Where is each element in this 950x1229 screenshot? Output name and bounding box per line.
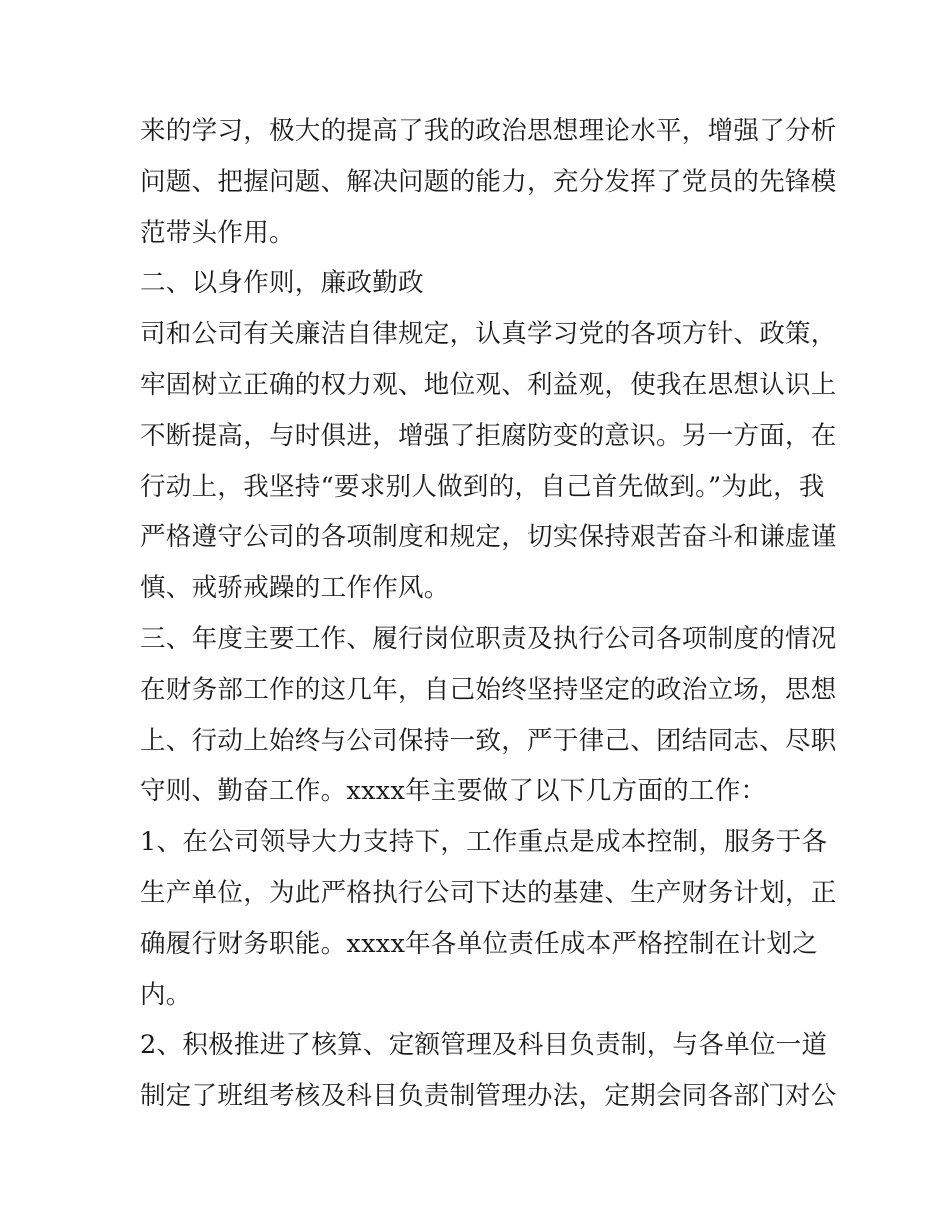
paragraph-line: 牢固树立正确的权力观、地位观、利益观，使我在思想认识上	[140, 369, 837, 400]
paragraph-line: 不断提高，与时俱进，增强了拒腐防变的意识。另一方面，在	[140, 420, 837, 451]
paragraph-line: 司和公司有关廉洁自律规定，认真学习党的各项方针、政策，	[140, 319, 837, 350]
list-item-line: 内。	[140, 979, 192, 1010]
section-heading: 二、以身作则，廉政勤政	[140, 268, 424, 299]
paragraph-line: 范带头作用。	[140, 217, 295, 248]
document-body	[140, 106, 837, 1122]
paragraph-line: 上、行动上始终与公司保持一致，严于律己、团结同志、尽职	[140, 725, 837, 756]
paragraph-line: 来的学习，极大的提高了我的政治思想理论水平，增强了分析	[140, 116, 837, 146]
paragraph-line: 严格遵守公司的各项制度和规定，切实保持艰苦奋斗和谦虚谨	[140, 522, 837, 553]
paragraph-line: 慎、戒骄戒躁的工作作风。	[140, 573, 450, 604]
list-item-line: 2、积极推进了核算、定额管理及科目负责制，与各单位一道	[140, 1030, 828, 1061]
paragraph-line: 守则、勤奋工作。xxxx年主要做了以下几方面的工作：	[140, 776, 767, 807]
paragraph-line: 问题、把握问题、解决问题的能力，充分发挥了党员的先锋模	[140, 166, 837, 197]
paragraph-line: 在财务部工作的这几年，自己始终坚持坚定的政治立场，思想	[140, 674, 837, 705]
list-item-line: 生产单位，为此严格执行公司下达的基建、生产财务计划，正	[140, 877, 837, 908]
paragraph-line: 行动上，我坚持“要求别人做到的，自己首先做到。”为此，我	[140, 471, 825, 502]
list-item-line: 确履行财务职能。xxxx年各单位责任成本严格控制在计划之	[140, 928, 818, 959]
section-heading: 三、年度主要工作、履行岗位职责及执行公司各项制度的情况	[140, 623, 837, 654]
list-item-line: 制定了班组考核及科目负责制管理办法，定期会同各部门对公	[140, 1081, 837, 1112]
list-item-line: 1、在公司领导大力支持下，工作重点是成本控制，服务于各	[140, 827, 828, 858]
